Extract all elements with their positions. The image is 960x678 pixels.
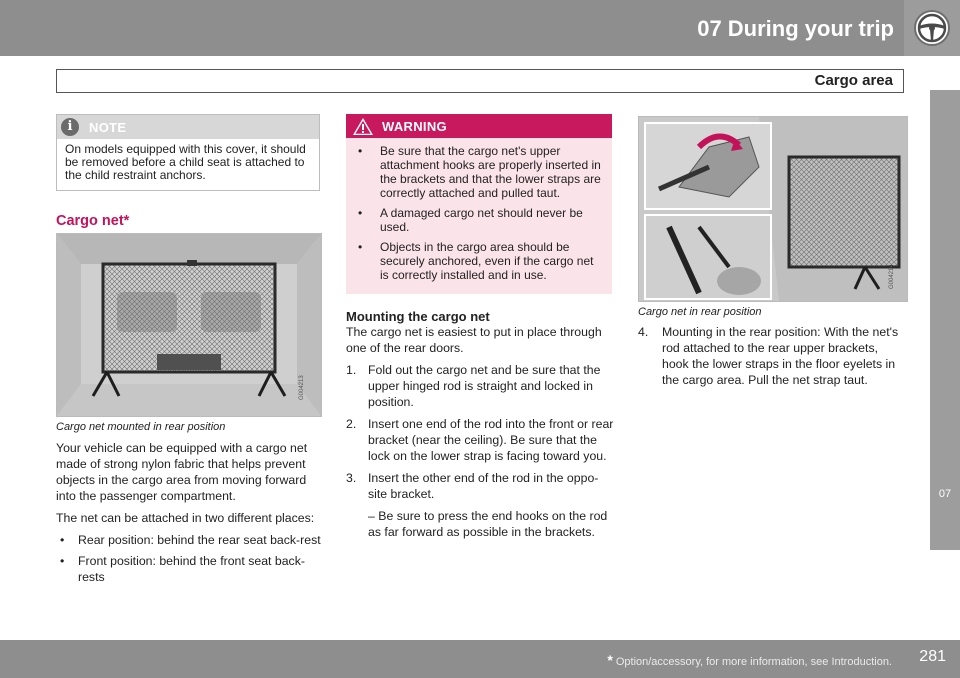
page-number: 281	[919, 648, 946, 665]
step-text: Insert the other end of the rod in the oppo-site bracket.	[368, 471, 599, 501]
note-box	[56, 114, 320, 191]
list-item: • Objects in the cargo area should be securely anchored, even if the cargo net is correctly installed and in use.	[354, 240, 604, 282]
side-tab-number: 07	[938, 488, 952, 500]
cargo-net-heading: Cargo net*	[56, 213, 130, 229]
steering-wheel-icon	[913, 9, 951, 47]
list-item: • Front position: behind the front seat back-rests	[56, 553, 322, 585]
chapter-title: 07 During your trip	[697, 16, 894, 41]
list-item: • Rear position: behind the rear seat back-rest	[56, 532, 322, 548]
footnote-star: *	[607, 652, 613, 668]
footer-note-text: Option/accessory, for more information, see Introduction.	[615, 656, 892, 668]
step-number: 4.	[638, 325, 649, 339]
places-list	[56, 532, 322, 585]
column-left	[56, 114, 320, 191]
warning-header	[346, 114, 612, 138]
list-item	[346, 470, 614, 540]
chapter-side-tab	[930, 90, 960, 550]
cargo-net-body	[56, 440, 322, 590]
rear-position-caption: Cargo net in rear position	[638, 306, 762, 318]
warning-label: WARNING	[382, 119, 447, 134]
warning-body	[346, 138, 612, 282]
rear-position-photo	[638, 116, 908, 302]
footer-bar	[0, 640, 960, 678]
photo-code: G004214	[889, 264, 895, 289]
footer-note	[607, 652, 892, 668]
mounting-body	[346, 324, 614, 546]
mounting-steps-continued	[638, 324, 908, 388]
step-text: Insert one end of the rod into the front or rear bracket (near the ceiling). Be sure that the lock on the lower strap is facing toward you.	[368, 417, 614, 463]
step-text: Mounting in the rear position: With the net's rod attached to the rear upper brackets, hook the lower straps in the floor eyelets in the cargo area. Pull the net strap taut.	[662, 325, 899, 387]
step-text: Fold out the cargo net and be sure that the upper hinged rod is straight and locked in position.	[368, 363, 601, 409]
mounting-intro: The cargo net is easiest to put in place through one of the rear doors.	[346, 325, 602, 355]
list-item: • A damaged cargo net should never be used.	[354, 206, 604, 234]
cargo-net-photo	[56, 233, 322, 417]
note-header	[57, 115, 319, 139]
list-item	[346, 416, 614, 464]
mounting-heading: Mounting the cargo net	[346, 309, 490, 324]
mounting-steps	[346, 362, 614, 540]
step-number: 2.	[346, 417, 357, 431]
note-label: NOTE	[89, 120, 127, 135]
warning-list	[354, 144, 604, 282]
section-bar	[56, 69, 904, 93]
info-icon: i	[61, 118, 79, 136]
note-text: On models equipped with this cover, it should be removed before a child seat is attached to the child restraint anchors.	[65, 142, 306, 182]
list-item: • Be sure that the cargo net's upper attachment hooks are properly inserted in the brackets and that the lower straps are correctly attached and pulled taut.	[354, 144, 604, 200]
cargo-net-paragraph-1: Your vehicle can be equipped with a cargo net made of strong nylon fabric that helps prevent objects in the cargo area from moving forward into the passenger compartment.	[56, 441, 308, 503]
section-title: Cargo area	[814, 72, 893, 89]
step-number: 1.	[346, 363, 357, 377]
warning-box	[346, 114, 612, 294]
cargo-net-paragraph-2: The net can be attached in two different places:	[56, 511, 315, 525]
step-4-body	[638, 324, 908, 394]
step-number: 3.	[346, 471, 357, 485]
header-bar	[0, 0, 960, 56]
step-3-substep: – Be sure to press the end hooks on the rod as far forward as possible in the brackets.	[368, 509, 608, 539]
list-item	[346, 362, 614, 410]
cargo-net-caption: Cargo net mounted in rear position	[56, 421, 226, 433]
list-item	[638, 324, 908, 388]
cargo-net-illustration	[57, 234, 321, 416]
warning-triangle-icon	[352, 117, 374, 136]
photo-code: G004213	[299, 375, 305, 400]
rear-position-illustration	[639, 117, 907, 301]
steering-wheel-icon-box	[904, 0, 960, 56]
